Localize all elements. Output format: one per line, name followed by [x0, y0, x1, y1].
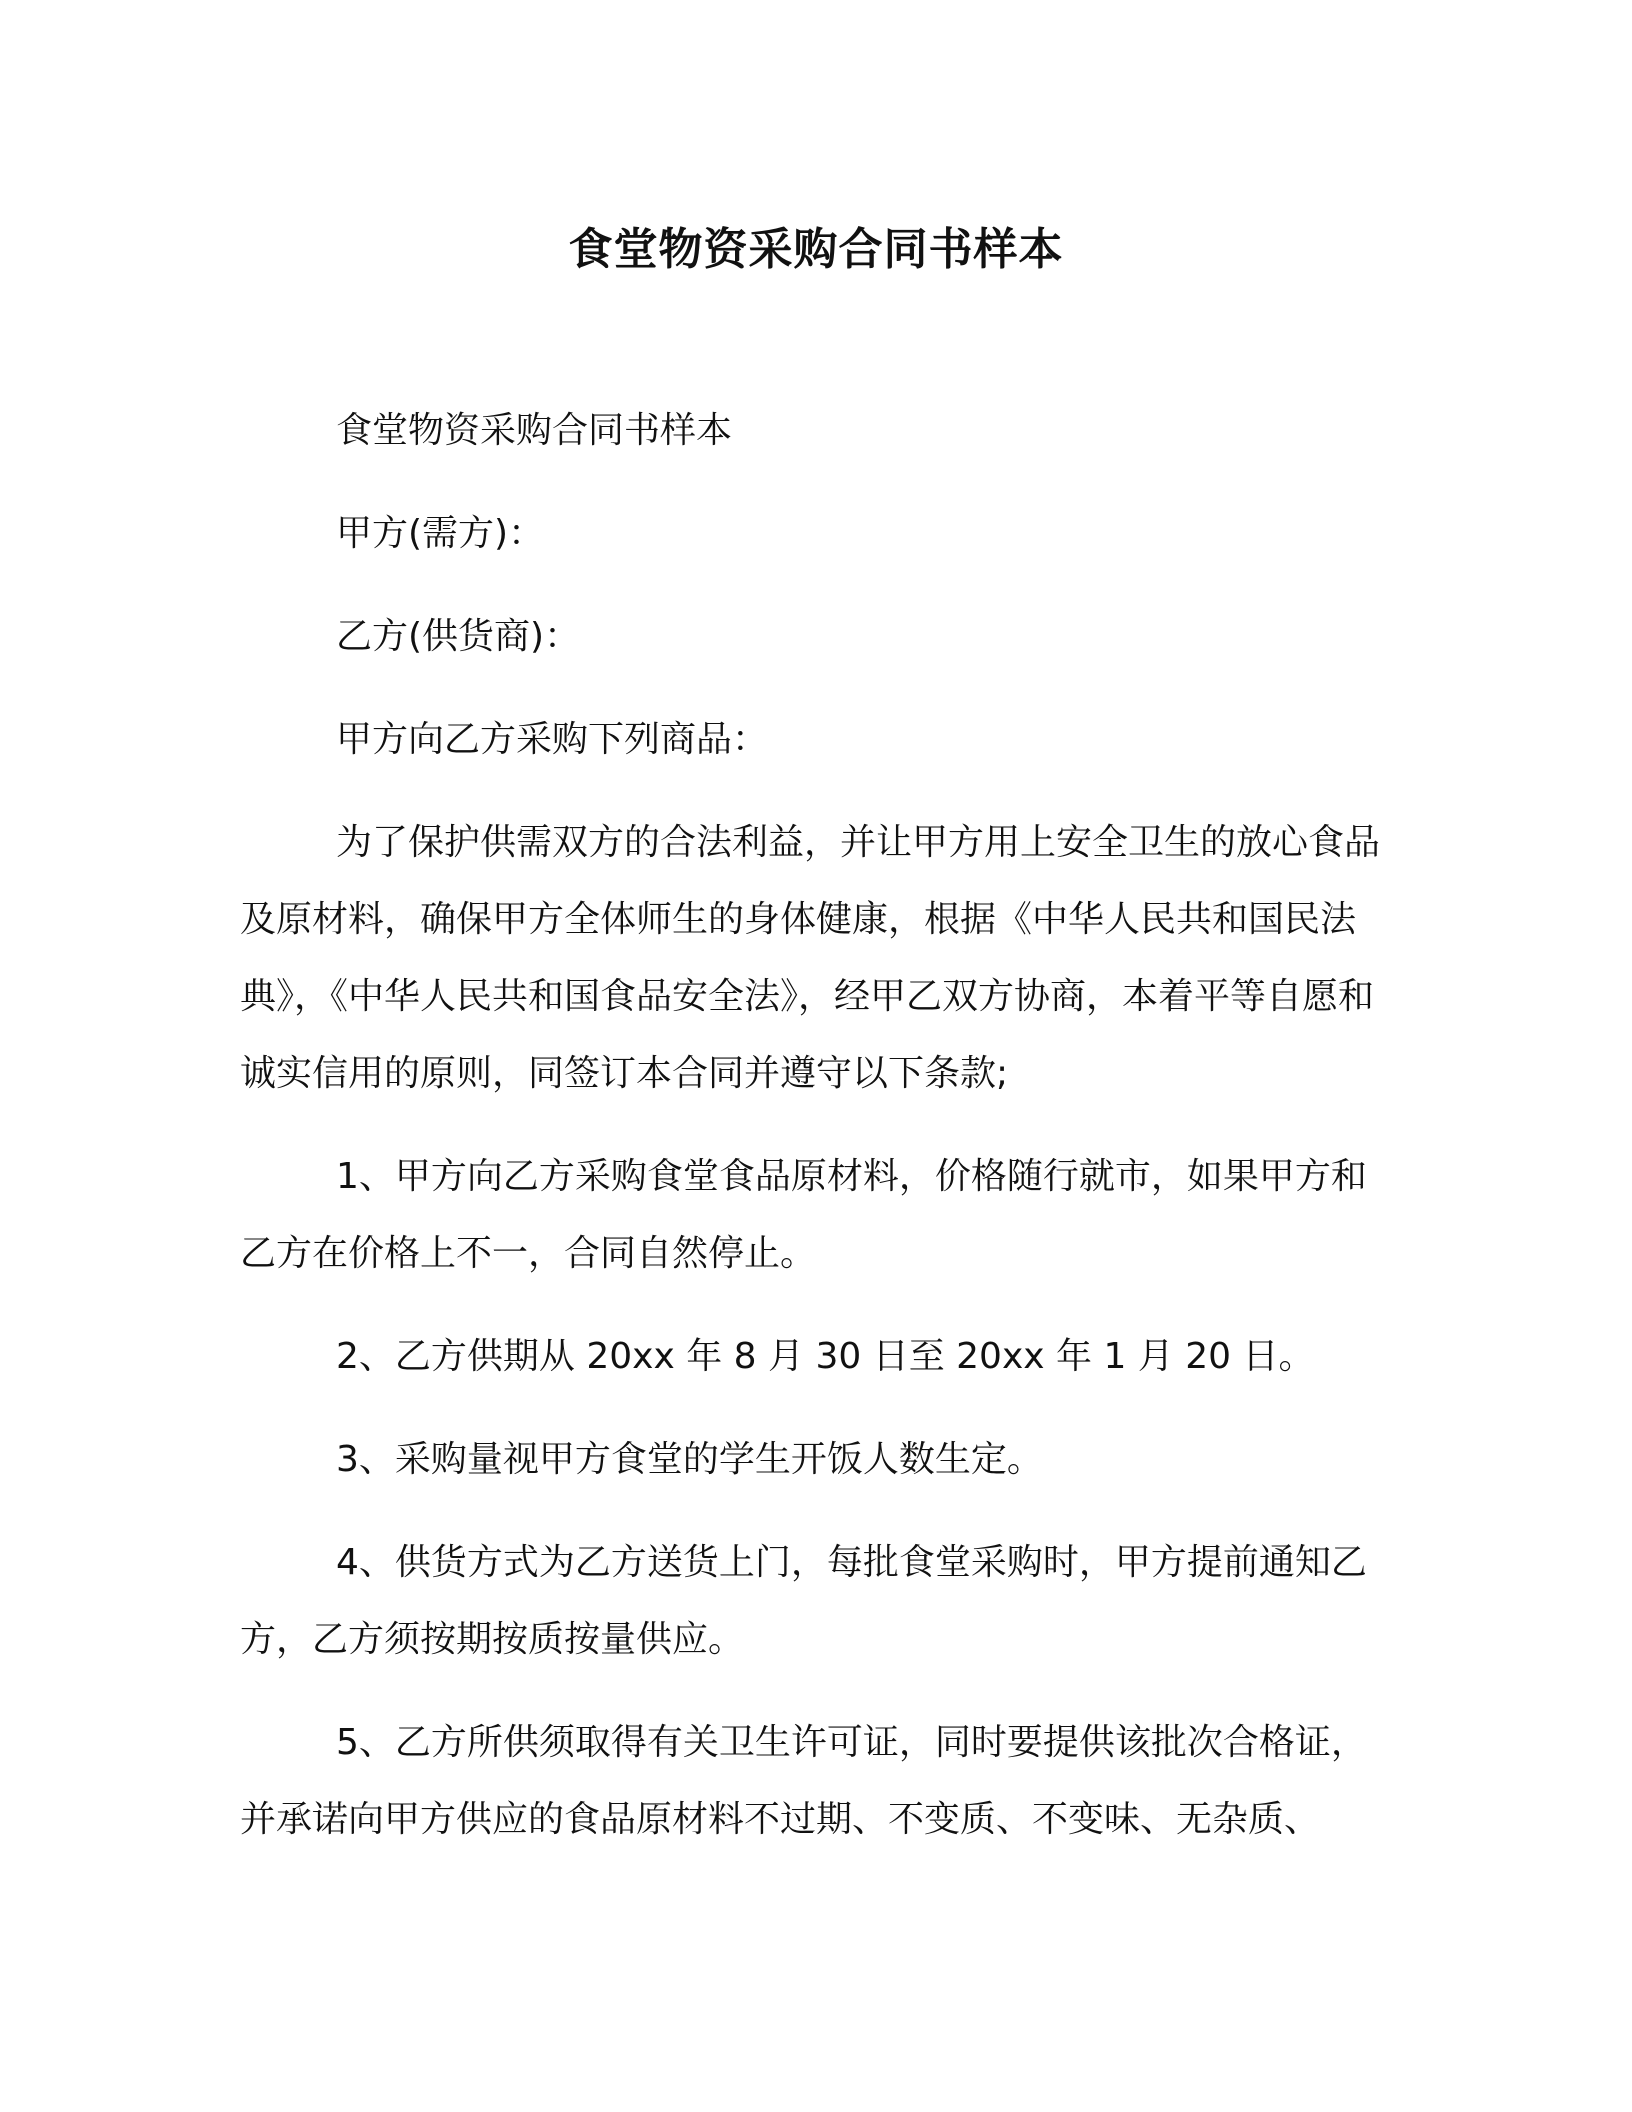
preamble-paragraph: 为了保护供需双方的合法利益，并让甲方用上安全卫生的放心食品及原材料，确保甲方全体师生的身体健康，根据《中华人民共和国民法典》，《中华人民共和国食品安全法》，经甲乙双方协商，本着平等自愿和诚实信用的原则，同签订本合同并遵守以下条款; [240, 822, 1381, 1094]
intro-line: 甲方向乙方采购下列商品： [336, 719, 769, 760]
clause-2: 2、乙方供期从 20xx 年 8 月 30 日至 20xx 年 1 月 20 日。 [336, 1336, 1315, 1377]
document-body [240, 392, 1390, 1884]
clause-3: 3、采购量视甲方食堂的学生开饭人数生定。 [336, 1439, 1043, 1480]
party-a-line: 甲方(需方)： [336, 513, 545, 554]
party-b-line: 乙方(供货商)： [336, 616, 581, 657]
clause-1: 1、甲方向乙方采购食堂食品原材料，价格随行就市，如果甲方和乙方在价格上不一，合同自然停止。 [240, 1156, 1367, 1274]
subtitle-line: 食堂物资采购合同书样本 [336, 410, 733, 451]
clause-4: 4、供货方式为乙方送货上门，每批食堂采购时，甲方提前通知乙方，乙方须按期按质按量供应。 [240, 1542, 1367, 1660]
clause-5: 5、乙方所供须取得有关卫生许可证，同时要提供该批次合格证，并承诺向甲方供应的食品原材料不过期、不变质、不变味、无杂质、 [240, 1722, 1367, 1840]
document-title: 食堂物资采购合同书样本 [568, 224, 1064, 275]
